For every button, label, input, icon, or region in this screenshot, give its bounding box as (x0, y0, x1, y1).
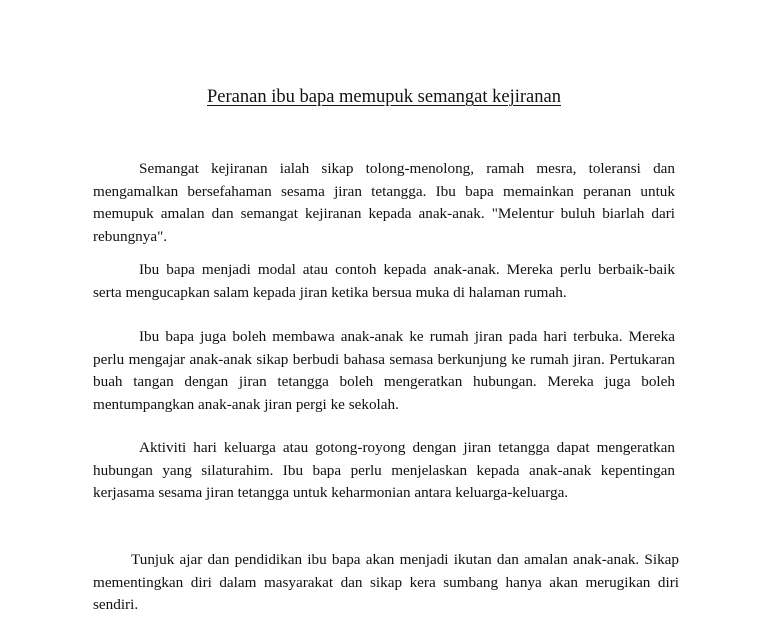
paragraph-4: Aktiviti hari keluarga atau gotong-royong dengan jiran tetangga dapat mengeratkan hubungan yang silaturahim. Ibu bapa perlu menjelaskan kepada anak-anak kepentingan kerjasama sesama jiran tetangga untuk keharmonian antara keluarga-keluarga. (93, 439, 675, 501)
paragraph-3: Ibu bapa juga boleh membawa anak-anak ke rumah jiran pada hari terbuka. Mereka perlu mengajar anak-anak sikap berbudi bahasa semasa berkunjung ke rumah jiran. Pertukaran buah tangan dengan jiran tetangga boleh mengeratkan hubungan. Mereka juga boleh mentumpangkan anak-anak jiran pergi ke sekolah. (93, 328, 675, 413)
document-title-text: Peranan ibu bapa memupuk semangat kejiranan (207, 87, 561, 107)
paragraph-2: Ibu bapa menjadi modal atau contoh kepada anak-anak. Mereka perlu berbaik-baik serta mengucapkan salam kepada jiran ketika bersua muka di halaman rumah. (93, 261, 675, 301)
paragraph-5: Tunjuk ajar dan pendidikan ibu bapa akan menjadi ikutan dan amalan anak-anak. Sikap mementingkan diri dalam masyarakat dan sikap kera sumbang hanya akan merugikan diri sendiri. (93, 551, 679, 613)
paragraph-1: Semangat kejiranan ialah sikap tolong-menolong, ramah mesra, toleransi dan mengamalkan bersefahaman sesama jiran tetangga. Ibu bapa memainkan peranan untuk memupuk amalan dan semangat kejiranan kepada anak-anak. "Melentur buluh biarlah dari rebungnya". (93, 160, 675, 245)
document-title (0, 85, 768, 109)
